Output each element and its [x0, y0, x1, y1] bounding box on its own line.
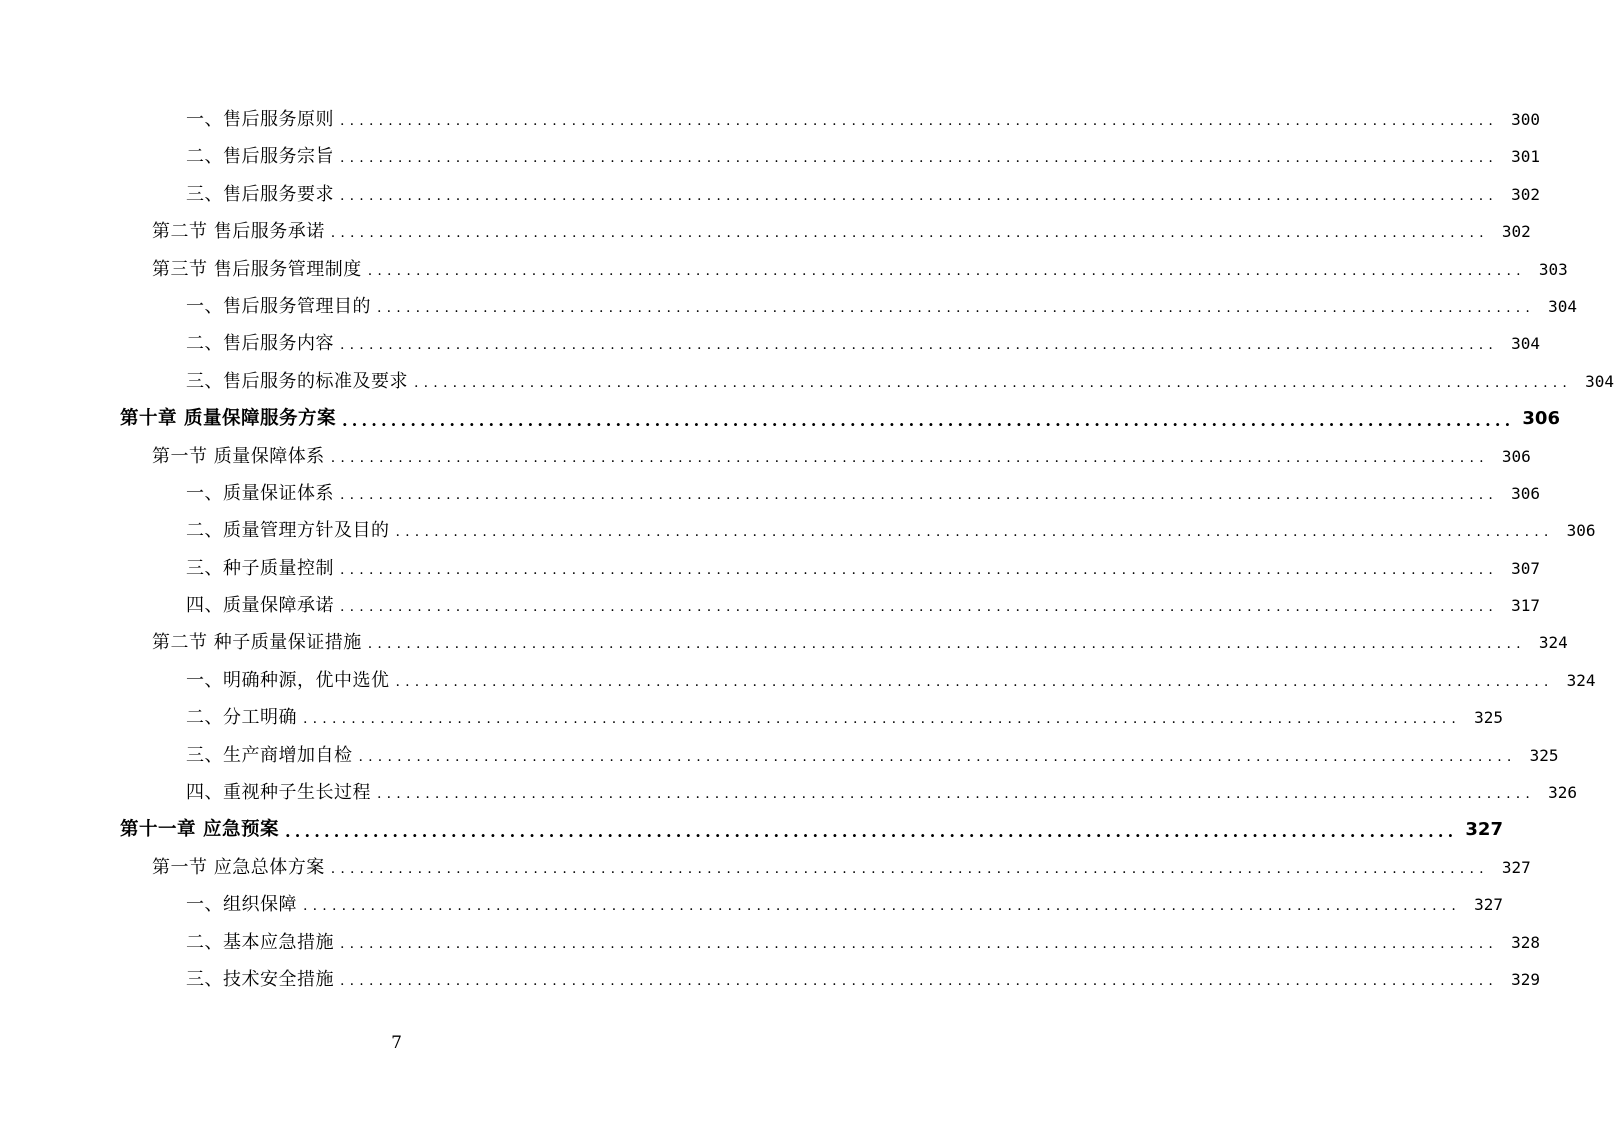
toc-entry-title: 第十章 质量保障服务方案 — [120, 408, 336, 430]
toc-subsection-entry[interactable] — [0, 699, 1504, 736]
toc-dot-leader: ........................................................................................................................ — [330, 225, 1489, 242]
toc-entry-page-number: 325 — [1474, 708, 1504, 728]
toc-dot-leader: ........................................................................................................................ — [367, 262, 1526, 279]
toc-subsection-entry[interactable] — [0, 774, 1578, 811]
toc-dot-leader: ........................................................................................................................ — [340, 972, 1499, 989]
toc-dot-leader: ........................................................................................................................ — [340, 187, 1499, 204]
toc-section-entry[interactable] — [0, 251, 1568, 288]
toc-section-entry[interactable] — [0, 849, 1531, 886]
toc-subsection-entry[interactable] — [0, 550, 1541, 587]
toc-dot-leader: ........................................................................................................................ — [395, 524, 1554, 541]
toc-entry-page-number: 304 — [1585, 371, 1614, 391]
toc-chapter-entry[interactable] — [0, 811, 1503, 848]
toc-entry-page-number: 325 — [1529, 745, 1559, 765]
toc-entry-page-number: 317 — [1511, 596, 1541, 616]
toc-entry-title: 一、明确种源，优中选优 — [186, 669, 390, 691]
toc-entry-title: 第一节 质量保障体系 — [152, 445, 325, 467]
toc-entry-title: 第二节 售后服务承诺 — [152, 221, 325, 243]
toc-entry-page-number: 306 — [1511, 483, 1541, 503]
toc-entry-title: 三、技术安全措施 — [186, 968, 334, 990]
toc-dot-leader: ........................................................................................................................ — [377, 786, 1536, 803]
toc-entry-page-number: 302 — [1511, 184, 1541, 204]
toc-subsection-entry[interactable] — [0, 886, 1504, 923]
toc-entry-page-number: 327 — [1465, 819, 1503, 841]
toc-entry-title: 四、质量保障承诺 — [186, 595, 334, 617]
toc-entry-page-number: 327 — [1501, 857, 1531, 877]
toc-entry-title: 二、质量管理方针及目的 — [186, 520, 390, 542]
toc-dot-leader: ........................................................................................................................ — [340, 935, 1499, 952]
toc-section-entry[interactable] — [0, 213, 1531, 250]
toc-entry-title: 二、售后服务内容 — [186, 333, 334, 355]
toc-subsection-entry[interactable] — [0, 288, 1578, 325]
toc-dot-leader: ........................................................................................................................ — [340, 337, 1499, 354]
toc-dot-leader: ........................................................................................................................ — [341, 411, 1515, 431]
toc-dot-leader: ........................................................................................................................ — [367, 636, 1526, 653]
toc-entry-page-number: 301 — [1511, 147, 1541, 167]
toc-subsection-entry[interactable] — [0, 587, 1541, 624]
toc-dot-leader: ........................................................................................................................ — [330, 449, 1489, 466]
toc-entry-title: 一、售后服务原则 — [186, 109, 334, 130]
toc-subsection-entry[interactable] — [0, 363, 1614, 400]
toc-entry-title: 三、售后服务要求 — [186, 183, 334, 205]
toc-entry-title: 第二节 种子质量保证措施 — [152, 632, 362, 654]
toc-subsection-entry[interactable] — [0, 737, 1559, 774]
toc-entry-page-number: 304 — [1511, 334, 1541, 354]
toc-entry-page-number: 307 — [1511, 558, 1541, 578]
toc-subsection-entry[interactable] — [0, 512, 1596, 549]
toc-entry-title: 第三节 售后服务管理制度 — [152, 258, 362, 280]
toc-entry-title: 二、售后服务宗旨 — [186, 146, 334, 168]
toc-entry-page-number: 304 — [1548, 296, 1578, 316]
toc-dot-leader: ........................................................................................................................ — [340, 599, 1499, 616]
toc-entry-page-number: 306 — [1566, 521, 1596, 541]
toc-entry-title: 四、重视种子生长过程 — [186, 782, 371, 804]
toc-entry-page-number: 302 — [1501, 222, 1531, 242]
toc-entry-page-number: 328 — [1511, 932, 1541, 952]
toc-entry-page-number: 329 — [1511, 969, 1541, 989]
toc-dot-leader: ........................................................................................................................ — [395, 673, 1554, 690]
toc-entry-page-number: 324 — [1538, 633, 1568, 653]
toc-entry-title: 一、组织保障 — [186, 894, 297, 916]
toc-subsection-entry[interactable] — [0, 961, 1541, 998]
toc-dot-leader: ........................................................................................................................ — [340, 561, 1499, 578]
toc-subsection-entry[interactable] — [0, 176, 1541, 213]
toc-dot-leader: ........................................................................................................................ — [358, 748, 1517, 765]
toc-entry-title: 第十一章 应急预案 — [120, 819, 279, 841]
toc-dot-leader: ........................................................................................................................ — [284, 822, 1458, 842]
toc-subsection-entry[interactable] — [0, 924, 1541, 961]
toc-entry-title: 一、售后服务管理目的 — [186, 295, 371, 317]
toc-dot-leader: ........................................................................................................................ — [303, 898, 1462, 915]
toc-dot-leader: ........................................................................................................................ — [414, 374, 1573, 391]
toc-entry-page-number: 303 — [1538, 259, 1568, 279]
toc-subsection-entry[interactable] — [0, 101, 1541, 138]
toc-dot-leader: ........................................................................................................................ — [340, 150, 1499, 167]
table-of-contents — [0, 101, 1614, 998]
toc-entry-title: 第一节 应急总体方案 — [152, 856, 325, 878]
toc-entry-title: 二、基本应急措施 — [186, 931, 334, 953]
page-number: 7 — [391, 1033, 402, 1053]
toc-entry-page-number: 324 — [1566, 670, 1596, 690]
toc-entry-title: 三、售后服务的标准及要求 — [186, 370, 408, 392]
toc-entry-title: 三、生产商增加自检 — [186, 744, 353, 766]
toc-dot-leader: ........................................................................................................................ — [340, 486, 1499, 503]
toc-subsection-entry[interactable] — [0, 138, 1541, 175]
toc-entry-title: 一、质量保证体系 — [186, 482, 334, 504]
toc-entry-page-number: 327 — [1474, 895, 1504, 915]
toc-section-entry[interactable] — [0, 438, 1531, 475]
toc-dot-leader: ........................................................................................................................ — [330, 860, 1489, 877]
toc-entry-page-number: 306 — [1522, 408, 1560, 430]
toc-dot-leader: ........................................................................................................................ — [377, 299, 1536, 316]
toc-entry-page-number: 326 — [1548, 783, 1578, 803]
toc-entry-title: 三、种子质量控制 — [186, 557, 334, 579]
toc-dot-leader: ........................................................................................................................ — [340, 113, 1499, 129]
toc-subsection-entry[interactable] — [0, 662, 1596, 699]
toc-dot-leader: ........................................................................................................................ — [303, 711, 1462, 728]
toc-section-entry[interactable] — [0, 624, 1568, 661]
toc-subsection-entry[interactable] — [0, 325, 1541, 362]
toc-entry-page-number: 306 — [1501, 446, 1531, 466]
toc-subsection-entry[interactable] — [0, 475, 1541, 512]
toc-entry-page-number: 300 — [1511, 110, 1541, 129]
toc-entry-title: 二、分工明确 — [186, 707, 297, 729]
toc-chapter-entry[interactable] — [0, 400, 1560, 437]
